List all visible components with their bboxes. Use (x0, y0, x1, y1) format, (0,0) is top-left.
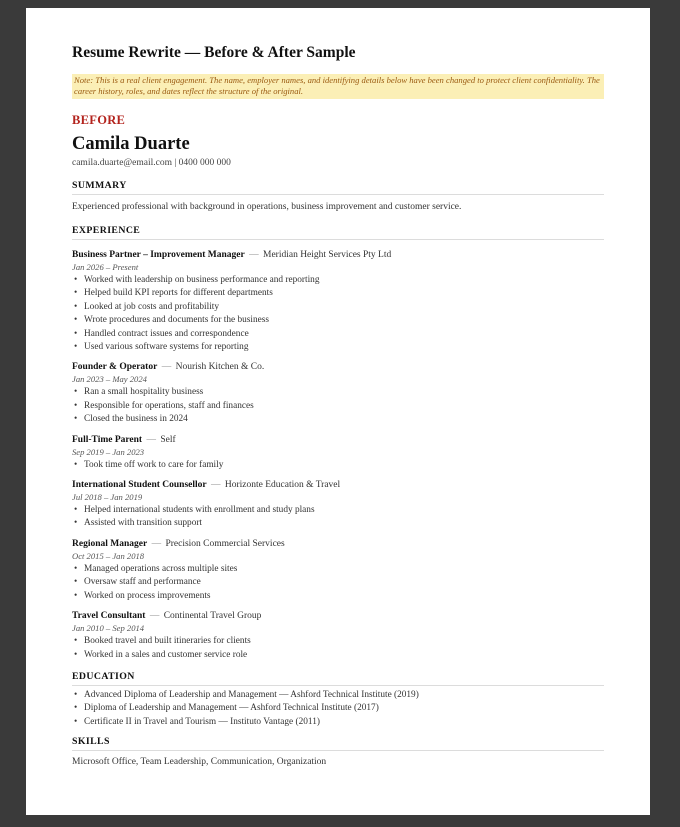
job-role: Full-Time Parent (72, 434, 143, 445)
bullet-item: • Took time off work to care for family (72, 459, 604, 472)
education-item: • Advanced Diploma of Leadership and Management — Ashford Technical Institute (2019) (72, 689, 604, 702)
em-dash-separator: — (147, 611, 162, 622)
job-entry (72, 479, 604, 531)
education-item: • Certificate II in Travel and Tourism — Instituto Vantage (2011) (72, 716, 604, 729)
bullet-item: • Oversaw staff and performance (72, 576, 604, 589)
job-role: Founder & Operator (72, 362, 158, 373)
document-page (26, 8, 650, 815)
contact-line: camila.duarte@email.com | 0400 000 000 (72, 158, 231, 168)
before-label: BEFORE (72, 113, 126, 127)
job-entry (72, 434, 604, 472)
bullet-item: • Closed the business in 2024 (72, 413, 604, 426)
job-employer: Precision Commercial Services (165, 538, 285, 549)
job-bullets (72, 504, 604, 531)
candidate-name: Camila Duarte (72, 134, 190, 154)
job-title-line (72, 538, 604, 550)
job-title-line (72, 434, 604, 446)
job-dates: Jan 2023 – May 2024 (72, 374, 147, 385)
bullet-item: • Assisted with transition support (72, 517, 604, 530)
education-heading: EDUCATION (72, 671, 604, 686)
job-title-line (72, 479, 604, 491)
bullet-item: • Handled contract issues and correspondence (72, 328, 604, 341)
document-content (72, 44, 604, 768)
job-role: Business Partner – Improvement Manager (72, 250, 245, 260)
em-dash-separator: — (246, 250, 261, 260)
job-bullets (72, 274, 604, 354)
job-employer: Continental Travel Group (163, 611, 262, 622)
job-entry (72, 538, 604, 603)
bullet-item: • Helped build KPI reports for different departments (72, 287, 604, 300)
job-entry (72, 610, 604, 662)
em-dash-separator: — (149, 538, 164, 549)
job-dates: Jul 2018 – Jan 2019 (72, 492, 143, 503)
job-dates: Sep 2019 – Jan 2023 (72, 446, 145, 457)
experience-list (72, 249, 604, 662)
confidentiality-note: Note: This is a real client engagement. The name, employer names, and identifying details below have been changed to protect client confidentiality. The career history, roles, and dates reflect the structure of the original. (72, 74, 604, 99)
job-role: International Student Counsellor (72, 480, 207, 491)
job-bullets (72, 635, 604, 662)
summary-heading: SUMMARY (72, 180, 604, 195)
bullet-item: • Responsible for operations, staff and finances (72, 400, 604, 413)
job-role: Regional Manager (72, 538, 148, 549)
em-dash-separator: — (144, 434, 159, 445)
job-title-line (72, 249, 604, 261)
em-dash-separator: — (159, 362, 174, 373)
job-title-line (72, 361, 604, 373)
bullet-item: • Ran a small hospitality business (72, 386, 604, 399)
job-employer: Meridian Height Services Pty Ltd (263, 250, 392, 260)
education-list (72, 689, 604, 729)
education-item: • Diploma of Leadership and Management — Ashford Technical Institute (2017) (72, 702, 604, 715)
skills-heading: SKILLS (72, 736, 604, 751)
job-dates: Jan 2026 – Present (72, 262, 139, 272)
job-bullets (72, 386, 604, 426)
em-dash-separator: — (208, 480, 223, 491)
job-dates: Jan 2010 – Sep 2014 (72, 623, 145, 634)
job-entry (72, 249, 604, 354)
summary-text: Experienced professional with background in operations, business improvement and customer service. (72, 202, 462, 212)
job-employer: Self (160, 434, 176, 445)
job-dates: Oct 2015 – Jan 2018 (72, 550, 145, 561)
bullet-item: • Worked on process improvements (72, 590, 604, 603)
bullet-item: • Worked in a sales and customer service role (72, 649, 604, 662)
job-employer: Nourish Kitchen & Co. (175, 362, 265, 373)
job-bullets (72, 563, 604, 603)
skills-text: Microsoft Office, Team Leadership, Communication, Organization (72, 757, 327, 768)
job-entry (72, 361, 604, 426)
job-role: Travel Consultant (72, 611, 146, 622)
job-title-line (72, 610, 604, 622)
bullet-item: • Helped international students with enrollment and study plans (72, 504, 604, 517)
bullet-item: • Booked travel and built itineraries for clients (72, 635, 604, 648)
document-title: Resume Rewrite — Before & After Sample (72, 44, 356, 61)
bullet-item: • Used various software systems for reporting (72, 341, 604, 354)
bullet-item: • Wrote procedures and documents for the business (72, 314, 604, 327)
experience-heading: EXPERIENCE (72, 225, 604, 240)
bullet-item: • Looked at job costs and profitability (72, 301, 604, 314)
job-bullets (72, 459, 604, 472)
bullet-item: • Managed operations across multiple sites (72, 563, 604, 576)
bullet-item: • Worked with leadership on business performance and reporting (72, 274, 604, 287)
job-employer: Horizonte Education & Travel (224, 480, 341, 491)
